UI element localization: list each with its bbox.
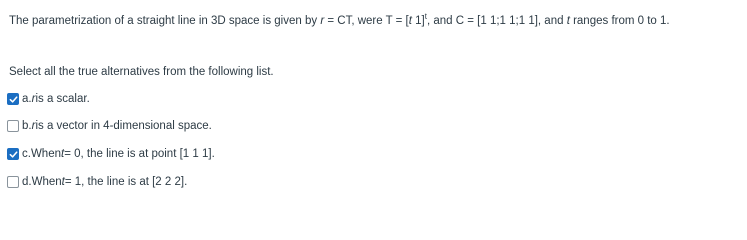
option-b-checkbox[interactable] [7,120,19,132]
variable-t: t [566,15,570,27]
option-variable: r [31,120,36,132]
option-c-checkbox[interactable] [7,148,19,160]
option-variable: t [61,176,65,188]
option-a[interactable] [7,91,90,107]
option-letter: c. [22,148,31,160]
option-variable: t [61,148,65,160]
question-part: , and C = [1 1;1 1;1 1], and [426,15,567,27]
option-letter: d. [22,176,32,188]
question-part: The parametrization of a straight line in 3D space is given by [9,15,321,27]
option-letter: a. [22,93,32,105]
question-part: = CT, were T = [ [324,15,409,27]
variable-t: t [408,15,412,27]
option-text: When [30,148,61,160]
option-variable: r [31,93,36,105]
option-text: = 1, the line is at [2 2 2]. [64,176,188,188]
option-c[interactable] [7,146,215,162]
option-text: is a scalar. [35,93,90,105]
instruction-text: Select all the true alternatives from the following list. [9,66,274,78]
question-part: ranges from 0 to 1. [569,15,670,27]
option-a-checkbox[interactable] [7,93,19,105]
option-letter: b. [22,120,32,132]
variable-r: r [320,15,325,27]
transpose-superscript: t [424,12,427,21]
option-text: When [31,176,62,188]
option-b[interactable] [7,118,212,134]
question-text [9,13,670,29]
option-text: = 0, the line is at point [1 1 1]. [64,148,215,160]
question-part: 1] [411,15,425,27]
option-d[interactable] [7,174,187,190]
checkmark-icon [9,95,18,104]
option-d-checkbox[interactable] [7,176,19,188]
checkmark-icon [9,150,18,159]
option-text: is a vector in 4-dimensional space. [35,120,212,132]
